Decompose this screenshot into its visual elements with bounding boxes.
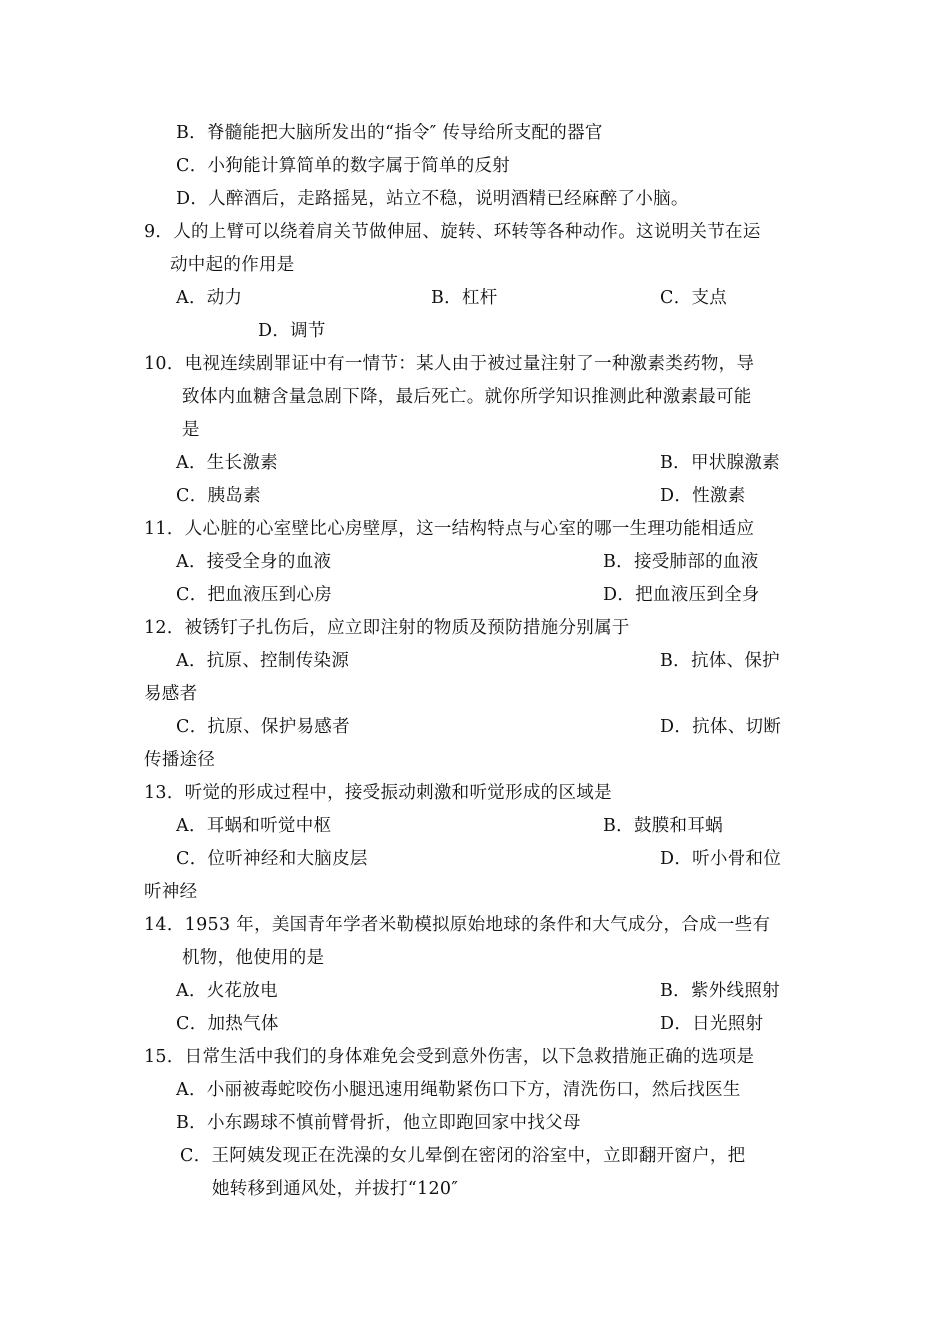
q15-option-c-line2: 她转移到通风处，并拔打“120″ [212,1179,459,1199]
q15-option-b: B．小东踢球不慎前臂骨折，他立即跑回家中找父母 [176,1113,581,1133]
q13-option-c: C．位听神经和大脑皮层 [176,849,368,869]
q13-option-d-wrap: 听神经 [144,882,198,902]
q9-option-c: C．支点 [660,288,728,308]
q11-option-d: D．把血液压到全身 [603,585,760,605]
q12-option-b: B．抗体、保护 [660,651,780,671]
q9-option-d: D．调节 [258,321,326,341]
q12-option-d-wrap: 传播途径 [144,750,216,770]
q10-option-a: A．生长激素 [176,453,278,473]
q14-option-a: A．火花放电 [176,981,278,1001]
q12-option-a: A．抗原、控制传染源 [176,651,350,671]
q12-option-c: C．抗原、保护易感者 [176,717,350,737]
q10-stem-line1: 10．电视连续剧罪证中有一情节：某人由于被过量注射了一种激素类药物，导 [144,354,755,374]
q10-option-c: C．胰岛素 [176,486,261,506]
q14-option-c: C．加热气体 [176,1014,279,1034]
q11-stem: 11．人心脏的心室壁比心房壁厚，这一结构特点与心室的哪一生理功能相适应 [144,519,755,539]
q10-stem-line3: 是 [182,420,200,440]
q13-option-b: B．鼓膜和耳蜗 [603,816,723,836]
q9-option-a: A．动力 [176,288,243,308]
q14-stem-line1: 14．1953 年，美国青年学者米勒模拟原始地球的条件和大气成分，合成一些有 [144,915,771,935]
q13-stem: 13．听觉的形成过程中，接受振动刺激和听觉形成的区域是 [144,783,612,803]
q9-option-b: B．杠杆 [431,288,498,308]
q12-option-b-wrap: 易感者 [144,684,198,704]
q10-option-d: D．性激素 [660,486,746,506]
q15-stem: 15．日常生活中我们的身体难免会受到意外伤害，以下急救措施正确的选项是 [144,1047,755,1067]
q13-option-d: D．听小骨和位 [660,849,782,869]
q12-option-d: D．抗体、切断 [660,717,782,737]
q15-option-a: A．小丽被毒蛇咬伤小腿迅速用绳勒紧伤口下方，清洗伤口，然后找医生 [176,1080,741,1100]
q11-option-b: B．接受肺部的血液 [603,552,759,572]
q14-option-d: D．日光照射 [660,1014,764,1034]
q14-stem-line2: 机物，他使用的是 [182,948,325,968]
q9-stem-line2: 动中起的作用是 [170,255,295,275]
q14-option-b: B．紫外线照射 [660,981,780,1001]
q8-option-c: C．小狗能计算简单的数字属于简单的反射 [176,156,511,176]
q8-option-d: D．人醉酒后，走路摇晃，站立不稳，说明酒精已经麻醉了小脑。 [176,189,689,209]
q11-option-a: A．接受全身的血液 [176,552,332,572]
q11-option-c: C．把血液压到心房 [176,585,333,605]
q15-option-c-line1: C．王阿姨发现正在洗澡的女儿晕倒在密闭的浴室中，立即翻开窗户，把 [180,1146,746,1166]
q13-option-a: A．耳蜗和听觉中枢 [176,816,332,836]
q10-option-b: B．甲状腺激素 [660,453,780,473]
q9-stem-line1: 9．人的上臂可以绕着肩关节做伸屈、旋转、环转等各种动作。这说明关节在运 [144,222,761,242]
q12-stem: 12．被锈钉子扎伤后，应立即注射的物质及预防措施分别属于 [144,618,630,638]
q8-option-b: B．脊髓能把大脑所发出的“指令″ 传导给所支配的器官 [176,123,603,143]
q10-stem-line2: 致体内血糖含量急剧下降，最后死亡。就你所学知识推测此种激素最可能 [182,387,752,407]
